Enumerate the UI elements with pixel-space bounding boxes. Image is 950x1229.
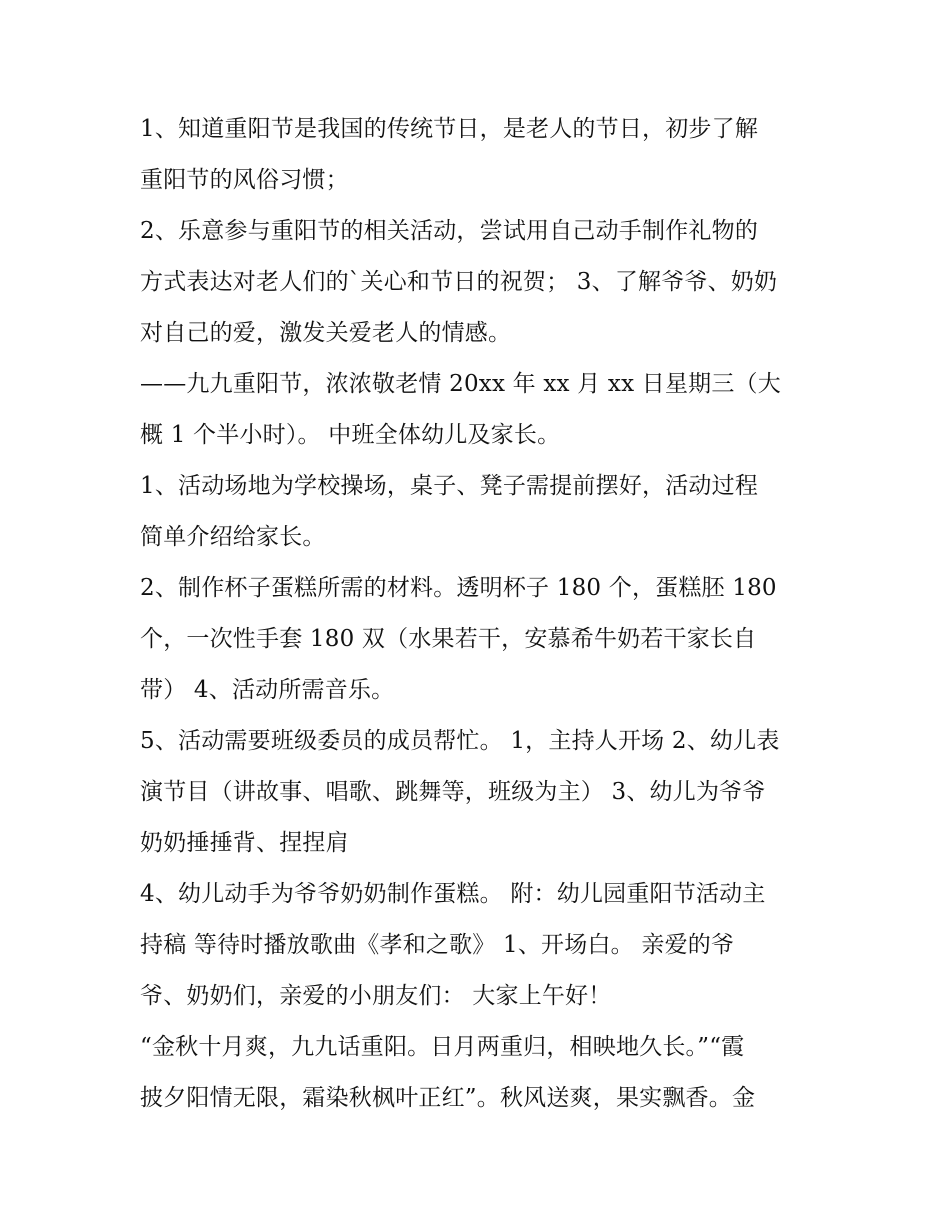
- text-line: 4、幼儿动手为爷爷奶奶制作蛋糕。 附：幼儿园重阳节活动主: [140, 881, 766, 907]
- text-line: 1、活动场地为学校操场，桌子、凳子需提前摆好，活动过程: [140, 473, 759, 499]
- text-line: “金秋十月爽，九九话重阳。日月两重归，相映地久长。”“霞: [140, 1034, 745, 1060]
- text-line: 概 1 个半小时）。 中班全体幼儿及家长。: [140, 422, 561, 448]
- text-line: 披夕阳情无限，霜染秋枫叶正红”。秋风送爽，果实飘香。金: [140, 1085, 756, 1111]
- text-line: 带） 4、活动所需音乐。: [140, 677, 395, 703]
- text-line: 个，一次性手套 180 双（水果若干，安慕希牛奶若干家长自: [140, 626, 757, 652]
- text-line: 持稿 等待时播放歌曲《孝和之歌》 1、开场白。 亲爱的爷: [140, 932, 735, 958]
- text-line: 5、活动需要班级委员的成员帮忙。 1，主持人开场 2、幼儿表: [140, 728, 780, 754]
- text-line: 演节目（讲故事、唱歌、跳舞等，班级为主） 3、幼儿为爷爷: [140, 779, 766, 805]
- text-line: 对自己的爱，激发关爱老人的情感。: [140, 320, 512, 346]
- document-body: [140, 104, 820, 1124]
- text-line: 简单介绍给家长。: [140, 524, 326, 550]
- text-line: 爷、奶奶们，亲爱的小朋友们： 大家上午好！: [140, 983, 612, 1009]
- text-line: 1、知道重阳节是我国的传统节日，是老人的节日，初步了解: [140, 116, 759, 142]
- text-line: 方式表达对老人们的`关心和节日的祝贺； 3、了解爷爷、奶奶: [140, 269, 778, 295]
- text-line: 奶奶捶捶背、捏捏肩: [140, 830, 349, 856]
- text-line: ——九九重阳节，浓浓敬老情 20xx 年 xx 月 xx 日星期三（大: [140, 371, 781, 397]
- text-line: 2、乐意参与重阳节的相关活动，尝试用自己动手制作礼物的: [140, 218, 759, 244]
- text-line: 2、制作杯子蛋糕所需的材料。透明杯子 180 个，蛋糕胚 180: [140, 575, 777, 601]
- text-line: 重阳节的风俗习惯；: [140, 167, 349, 193]
